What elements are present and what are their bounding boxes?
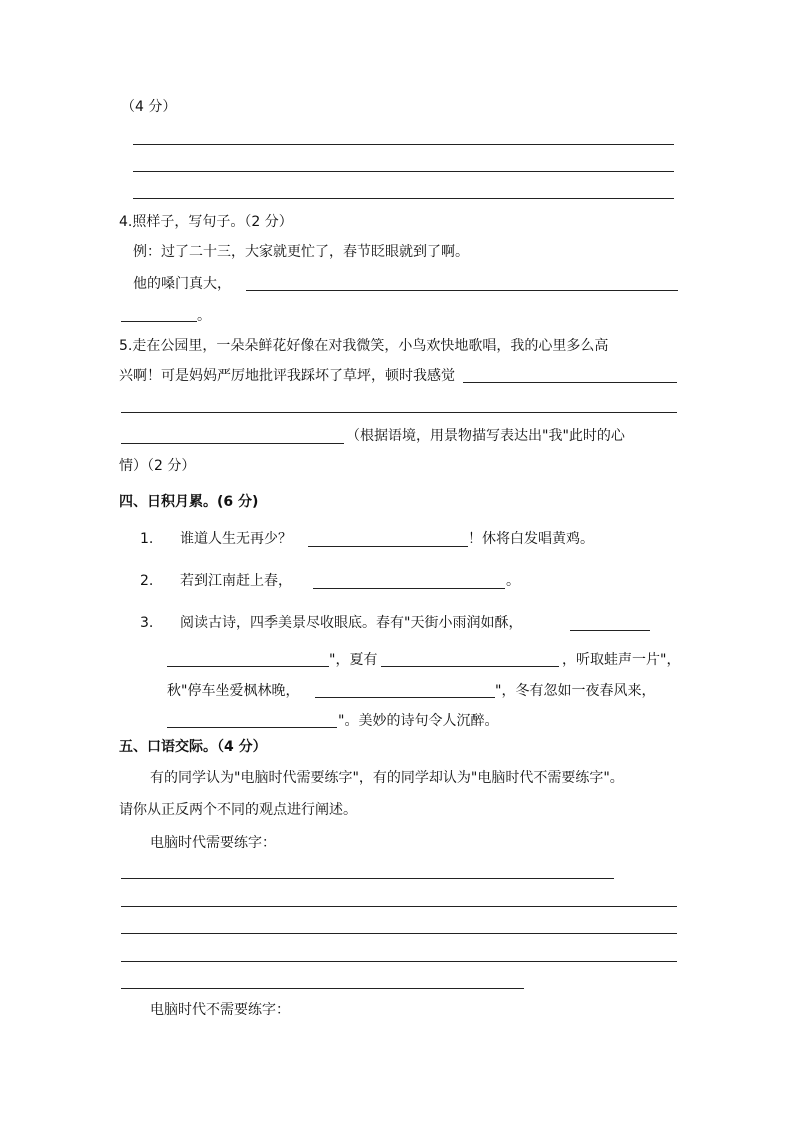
answer-line[interactable] [121, 906, 677, 907]
answer-line[interactable] [133, 171, 674, 172]
answer-line[interactable] [133, 198, 674, 199]
answer-line[interactable] [121, 961, 677, 962]
poem-connector: ，听取蛙声一片"， [562, 652, 681, 668]
answer-line[interactable] [246, 290, 678, 291]
fill-blank[interactable] [167, 666, 329, 667]
answer-line[interactable] [121, 988, 524, 989]
sentence-prompt: 他的嗓门真大， [133, 276, 231, 292]
section-4-heading: 四、日积月累。(6 分) [119, 494, 259, 510]
sentence-end: 。 [197, 308, 211, 324]
poem-prompt: 阅读古诗，四季美景尽收眼底。春有"天街小雨润如酥， [180, 615, 523, 631]
item-number: 1. [140, 531, 154, 547]
poem-line-prefix: 若到江南赶上春， [180, 573, 292, 589]
fill-blank[interactable] [381, 666, 559, 667]
poem-line-suffix: ！休将白发唱黄鸡。 [468, 531, 594, 547]
fill-blank[interactable] [308, 546, 468, 547]
answer-line[interactable] [121, 443, 344, 444]
fill-blank[interactable] [315, 697, 495, 698]
question-5-line1: 5.走在公园里，一朵朵鲜花好像在对我微笑，小鸟欢快地歌唱，我的心里多么高 [119, 338, 609, 354]
answer-line[interactable] [121, 878, 614, 879]
con-label: 电脑时代不需要练字： [150, 1002, 290, 1018]
question-5-hint-end: 情）（2 分） [119, 458, 196, 474]
example-sentence: 例：过了二十三，大家就更忙了，春节眨眼就到了啊。 [133, 244, 469, 260]
answer-line[interactable] [121, 321, 197, 322]
poem-line-prefix: 谁道人生无再少？ [180, 531, 292, 547]
question-5-hint: （根据语境，用景物描写表达出"我"此时的心 [346, 428, 625, 444]
poem-connector: "，夏有 [329, 652, 378, 668]
item-number: 2. [140, 573, 154, 589]
fill-blank[interactable] [313, 588, 505, 589]
section-5-paragraph: 有的同学认为"电脑时代需要练字"，有的同学却认为"电脑时代不需要练字"。 [150, 770, 624, 786]
fill-blank[interactable] [167, 727, 337, 728]
poem-connector: "，冬有忽如一夜春风来， [495, 683, 656, 699]
section-5-paragraph: 请你从正反两个不同的观点进行阐述。 [119, 802, 357, 818]
answer-line[interactable] [463, 382, 677, 383]
question-5-line2: 兴啊！可是妈妈严厉地批评我踩坏了草坪，顿时我感觉 [119, 368, 455, 384]
question-4-title: 4.照样子，写句子。（2 分） [119, 214, 293, 230]
poem-line-suffix: 。 [506, 573, 520, 589]
question-score: （4 分） [121, 99, 177, 115]
section-5-heading: 五、口语交际。（4 分） [119, 739, 267, 755]
answer-line[interactable] [121, 412, 677, 413]
answer-line[interactable] [133, 144, 674, 145]
pro-label: 电脑时代需要练字： [150, 835, 276, 851]
answer-line[interactable] [121, 933, 677, 934]
poem-closing: "。美妙的诗句令人沉醉。 [338, 713, 499, 729]
fill-blank[interactable] [570, 630, 650, 631]
poem-connector: 秋"停车坐爱枫林晚， [167, 683, 300, 699]
item-number: 3. [140, 615, 154, 631]
